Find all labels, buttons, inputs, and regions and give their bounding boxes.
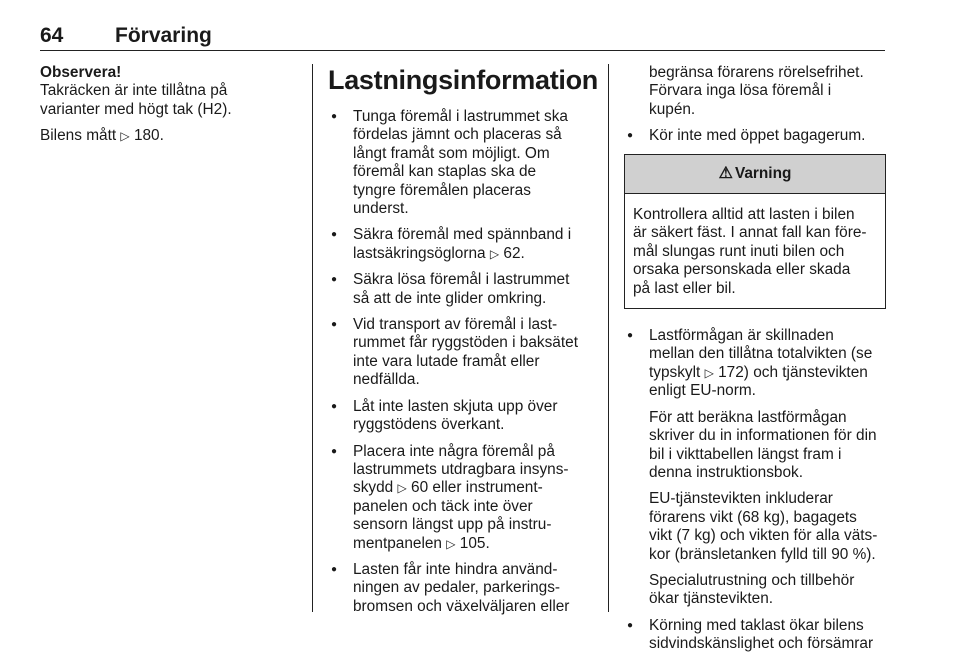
page-header [40, 24, 885, 51]
page-ref-link[interactable]: 62. [503, 244, 525, 262]
page-ref-arrow-icon: ▷ [489, 246, 500, 261]
list-item: ● Kör inte med öppet bagagerum. [624, 127, 886, 145]
page-ref-link[interactable]: 180. [133, 127, 164, 145]
list-item: ● Lastförmågan är skillnaden mellan den tillåtna totalvikten (se typskylt ▷ 172) och tjänstevikten enligt EU-norm. För att beräkna lastförmågan skriver du in informationen för din bil i vikttabellen längst fram i denna instruktionsbok. EU-tjänstevikten inkluderar förarens vikt (68 kg), bagagets vikt (7 kg) och vikten för alla väts- kor (bränsletanken fylld till 90 %). Specialutrustning och tillbehör ökar tjänstevikten. [624, 327, 886, 609]
page-number: 64 [40, 24, 64, 47]
loading-info-list [328, 108, 600, 616]
note-heading: Observera! [40, 64, 122, 81]
section-title: Lastningsinformation [328, 65, 598, 95]
list-item: ● Lasten får inte hindra använd- ningen av pedaler, parkerings- bromsen och växelväljaren eller [328, 561, 600, 616]
page-ref-arrow-icon: ▷ [704, 365, 714, 380]
page-ref-link[interactable]: 105. [459, 534, 490, 552]
warning-header [625, 155, 885, 194]
warning-body: Kontrollera alltid att lasten i bilen är säkert fäst. I annat fall kan före- mål slungas runt inuti bilen och orsaka personskada eller skada på last eller bil. [633, 206, 867, 297]
list-item-continued: begränsa förarens rörelsefrihet. Förvara inga lösa föremål i kupén. [649, 64, 864, 118]
list-item: ● Säkra lösa föremål i lastrummet så att de inte glider omkring. [328, 271, 600, 308]
note-line: Takräcken är inte tillåtna på [40, 82, 228, 100]
page-ref-link[interactable]: 60 eller instrument- [411, 479, 543, 497]
loading-info-list-cont [624, 64, 886, 146]
column-middle [328, 64, 600, 624]
warning-triangle-icon: ⚠ [718, 164, 733, 182]
column-divider [608, 64, 609, 612]
loading-info-list-2 [624, 327, 886, 654]
dimensions-reference: Bilens mått ▷ 180. [40, 127, 164, 145]
note-line: varianter med högt tak (H2). [40, 100, 232, 118]
chapter-title: Förvaring [115, 24, 212, 47]
column-left [40, 64, 300, 146]
list-item: ● Låt inte lasten skjuta upp över ryggstödens överkant. [328, 398, 600, 435]
list-item: ● Körning med taklast ökar bilens sidvindskänslighet och försämrar [624, 617, 886, 654]
warning-title: Varning [734, 164, 792, 182]
column-right [624, 64, 886, 662]
list-item: ● Placera inte några föremål på lastrummets utdragbara insyns- skydd ▷ 60 eller instrument- panelen och täck inte över sensorn längst upp på instru- mentpanelen ▷ 105. [328, 443, 600, 553]
column-divider [312, 64, 313, 612]
list-item: ● Tunga föremål i lastrummet ska fördelas jämnt och placeras så långt framåt som möjligt. Om föremål kan staplas ska de tyngre föremålen placeras underst. [328, 108, 600, 218]
warning-box [624, 154, 886, 309]
list-item: ● Vid transport av föremål i last- rummet får ryggstöden i baksätet inte vara lutade framåt eller nedfällda. [328, 316, 600, 390]
page-ref-arrow-icon: ▷ [120, 129, 130, 144]
page-ref-arrow-icon: ▷ [397, 481, 407, 496]
page-ref-arrow-icon: ▷ [446, 536, 456, 551]
page-ref-link[interactable]: 172) och tjänstevikten [718, 363, 868, 381]
list-item: ● Säkra föremål med spännband i lastsäkringsöglorna ▷ 62. [328, 226, 600, 263]
